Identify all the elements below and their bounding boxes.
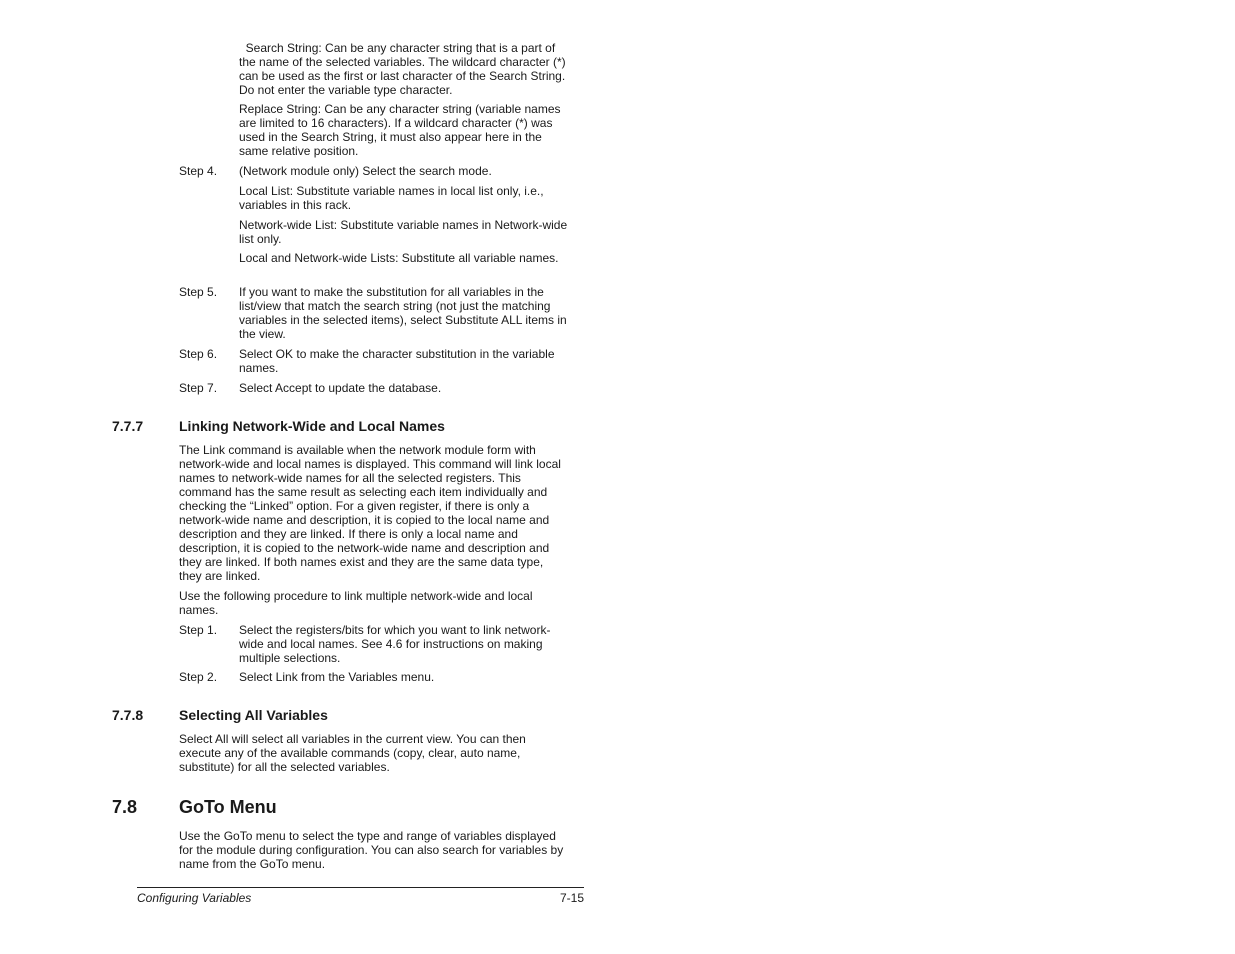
chapter-section-heading: GoTo Menu <box>179 797 277 817</box>
page-number: 7-15 <box>559 891 584 905</box>
step-label: Step 4. <box>179 164 218 178</box>
step-label: Step 7. <box>179 381 218 395</box>
search-mode-option: Network-wide List: Substitute variable names in Network-wide list only. <box>239 218 568 246</box>
section-number: 7.7.7 <box>112 418 144 434</box>
step-label: Step 6. <box>179 347 218 361</box>
replace-string-paragraph: Replace String: Can be any character string (variable names are limited to 16 characters). If a wildcard character (*) was used in the Search String, it must also appear here in the same relative position. <box>239 102 561 158</box>
section-paragraph: Use the GoTo menu to select the type and range of variables displayed for the module during configuration. You can also search for variables by name from the GoTo menu. <box>179 829 564 871</box>
step-text: Select Accept to update the database. <box>239 381 442 395</box>
step-label: Step 2. <box>179 670 218 684</box>
step-label: Step 1. <box>179 623 218 637</box>
chapter-section-number: 7.8 <box>112 797 138 817</box>
footer-rule <box>137 887 584 888</box>
section-heading: Selecting All Variables <box>179 707 328 723</box>
search-string-paragraph: Search String: Can be any character string that is a part of the name of the selected variables. The wildcard character (*) can be used as the first or last character of the Search String. Do not enter the variable type character. <box>239 41 566 97</box>
step-text: Select the registers/bits for which you want to link network-wide and local names. See 4.6 for instructions on making multiple selections. <box>239 623 551 665</box>
step-text: Select Link from the Variables menu. <box>239 670 435 684</box>
search-mode-option: Local List: Substitute variable names in local list only, i.e., variables in this rack. <box>239 184 544 212</box>
step-label: Step 5. <box>179 285 218 299</box>
section-paragraph: Select All will select all variables in the current view. You can then execute any of the available commands (copy, clear, auto name, substitute) for all the selected variables. <box>179 732 526 774</box>
section-heading: Linking Network-Wide and Local Names <box>179 418 445 434</box>
step-text: (Network module only) Select the search mode. <box>239 164 492 178</box>
section-number: 7.7.8 <box>112 707 144 723</box>
section-paragraph: The Link command is available when the network module form with network-wide and local names is displayed. This command will link local names to network-wide names for all the selected registers. This command has the same result as selecting each item individually and checking the “Linked” option. For a given register, if there is only a network-wide name and description, it is copied to the local name and description and they are linked. If there is only a local name and description, it is copied to the network-wide name and description and they are linked. If both names exist and they are the same data type, they are linked. <box>179 443 561 583</box>
search-mode-option: Local and Network-wide Lists: Substitute all variable names. <box>239 251 559 265</box>
footer-chapter-title: Configuring Variables <box>137 891 252 905</box>
step-text: Select OK to make the character substitution in the variable names. <box>239 347 555 375</box>
step-text: If you want to make the substitution for all variables in the list/view that match the search string (not just the matching variables in the selected items), select Substitute ALL items in the view. <box>239 285 567 341</box>
section-paragraph: Use the following procedure to link multiple network-wide and local names. <box>179 589 533 617</box>
